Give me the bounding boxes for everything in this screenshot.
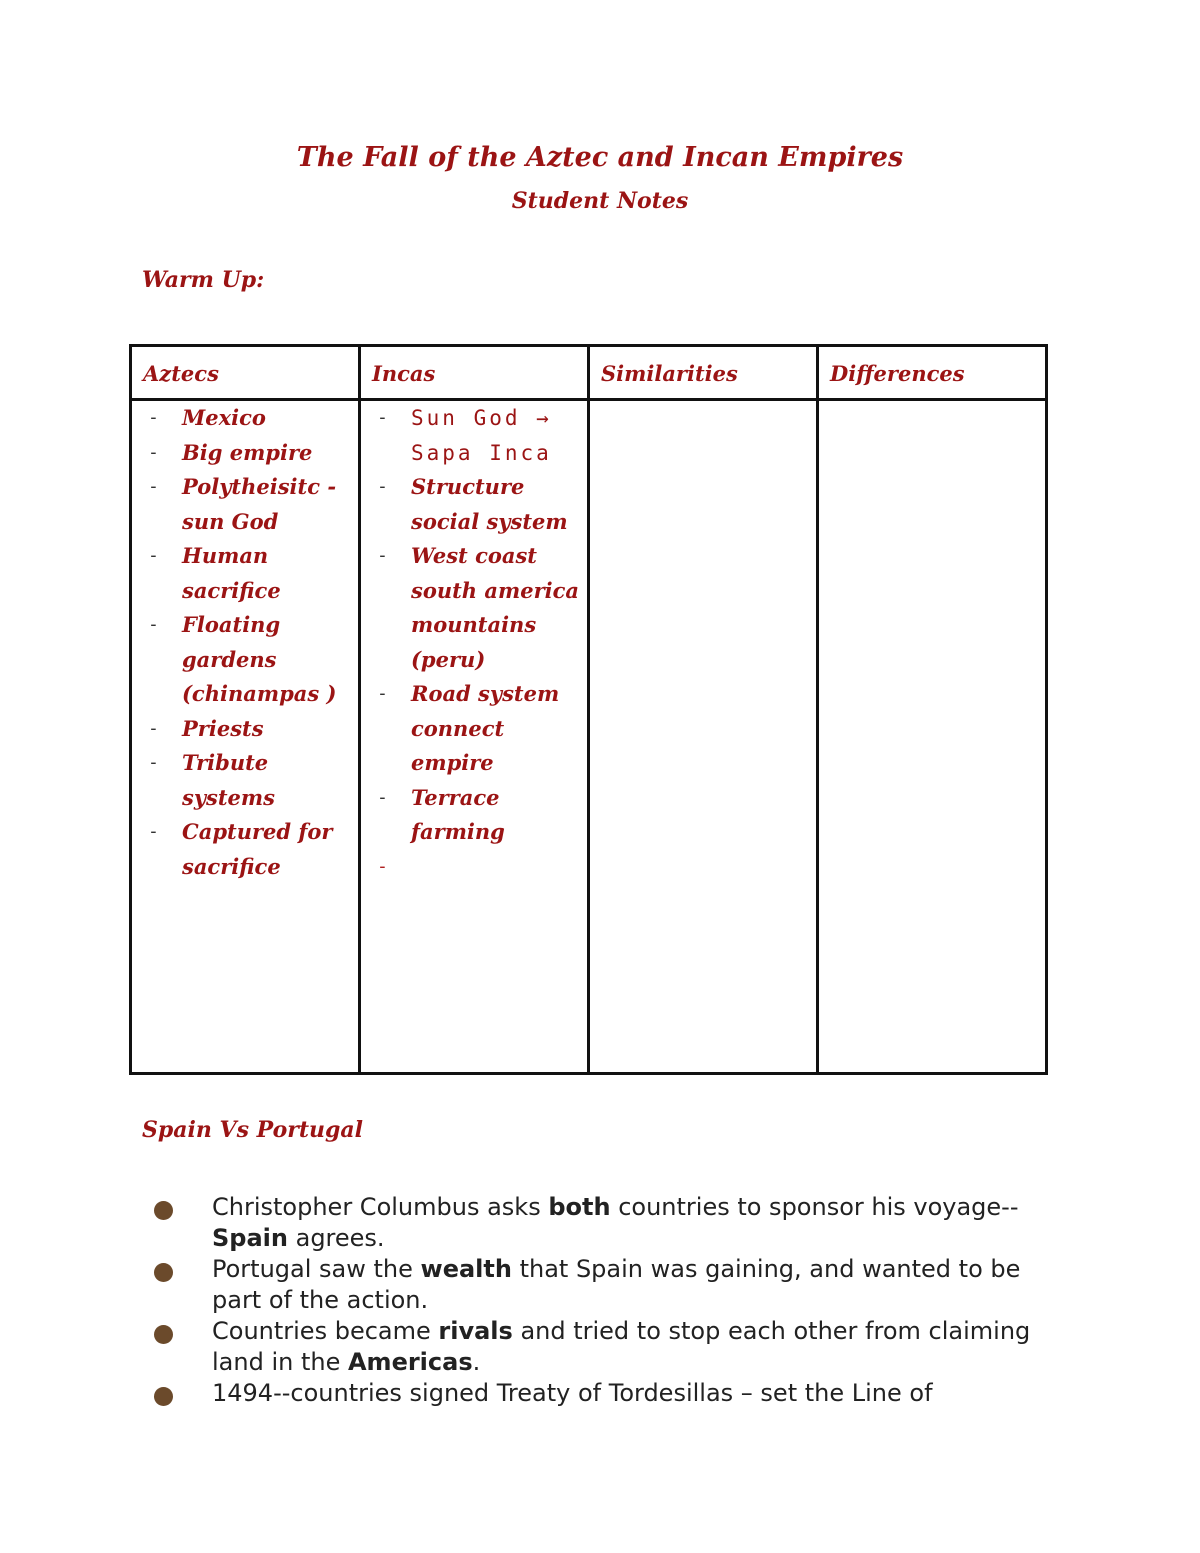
list-item: - Road system connect empire [377,681,560,775]
list-item: - Structure social system [377,474,568,534]
bullet-dot-icon [154,1387,173,1406]
bullet-item: 1494--countries signed Treaty of Tordesillas – set the Line of [150,1378,1070,1409]
section-heading: Spain Vs Portugal [142,1117,364,1143]
list-item: - Terrace farming [377,784,505,844]
bullet-dot-icon [154,1325,173,1344]
header-aztecs: Aztecs [131,346,360,400]
table-body-row [131,400,1047,1074]
warm-up-label: Warm Up: [142,267,265,293]
incas-cell [360,400,589,1074]
list-item: - Sun God → Sapa Inca [377,406,552,465]
aztecs-list [132,401,358,884]
bullet-item: Countries became rivals and tried to stop each other from claiming land in the Americas. [150,1316,1070,1378]
incas-list: - Sun God → Sapa Inca - Structure social system - West coast south america mountains (peru) - Road system connect empire - Terrace farming - [361,401,587,850]
list-item: - Big empire [148,439,313,465]
comparison-table [129,344,1048,1075]
list-item: - Human sacrifice [148,543,281,603]
bullet-item: Portugal saw the wealth that Spain was gaining, and wanted to be part of the action. [150,1254,1070,1316]
header-similarities: Similarities [589,346,818,400]
bullet-dot-icon [154,1263,173,1282]
list-item: - Tribute systems [148,750,275,810]
list-item: - West coast south america mountains (peru) [377,543,579,672]
header-incas: Incas [360,346,589,400]
differences-cell [818,400,1047,1074]
list-item: - Floating gardens (chinampas ) [148,612,337,706]
list-item: - Polytheisitc - sun God [148,474,337,534]
list-item: - Mexico [148,405,266,430]
aztecs-cell [131,400,360,1074]
list-item: - Priests [148,715,264,741]
similarities-cell [589,400,818,1074]
document-title: The Fall of the Aztec and Incan Empires [296,142,904,173]
document-subtitle: Student Notes [511,188,689,214]
list-item: - Captured for sacrifice [148,819,333,879]
table-header-row [131,346,1047,400]
header-differences: Differences [818,346,1047,400]
bullet-dot-icon [154,1201,173,1220]
bullet-item: Christopher Columbus asks both countries to sponsor his voyage-- Spain agrees. [150,1192,1070,1254]
bullet-list [150,1192,1070,1409]
